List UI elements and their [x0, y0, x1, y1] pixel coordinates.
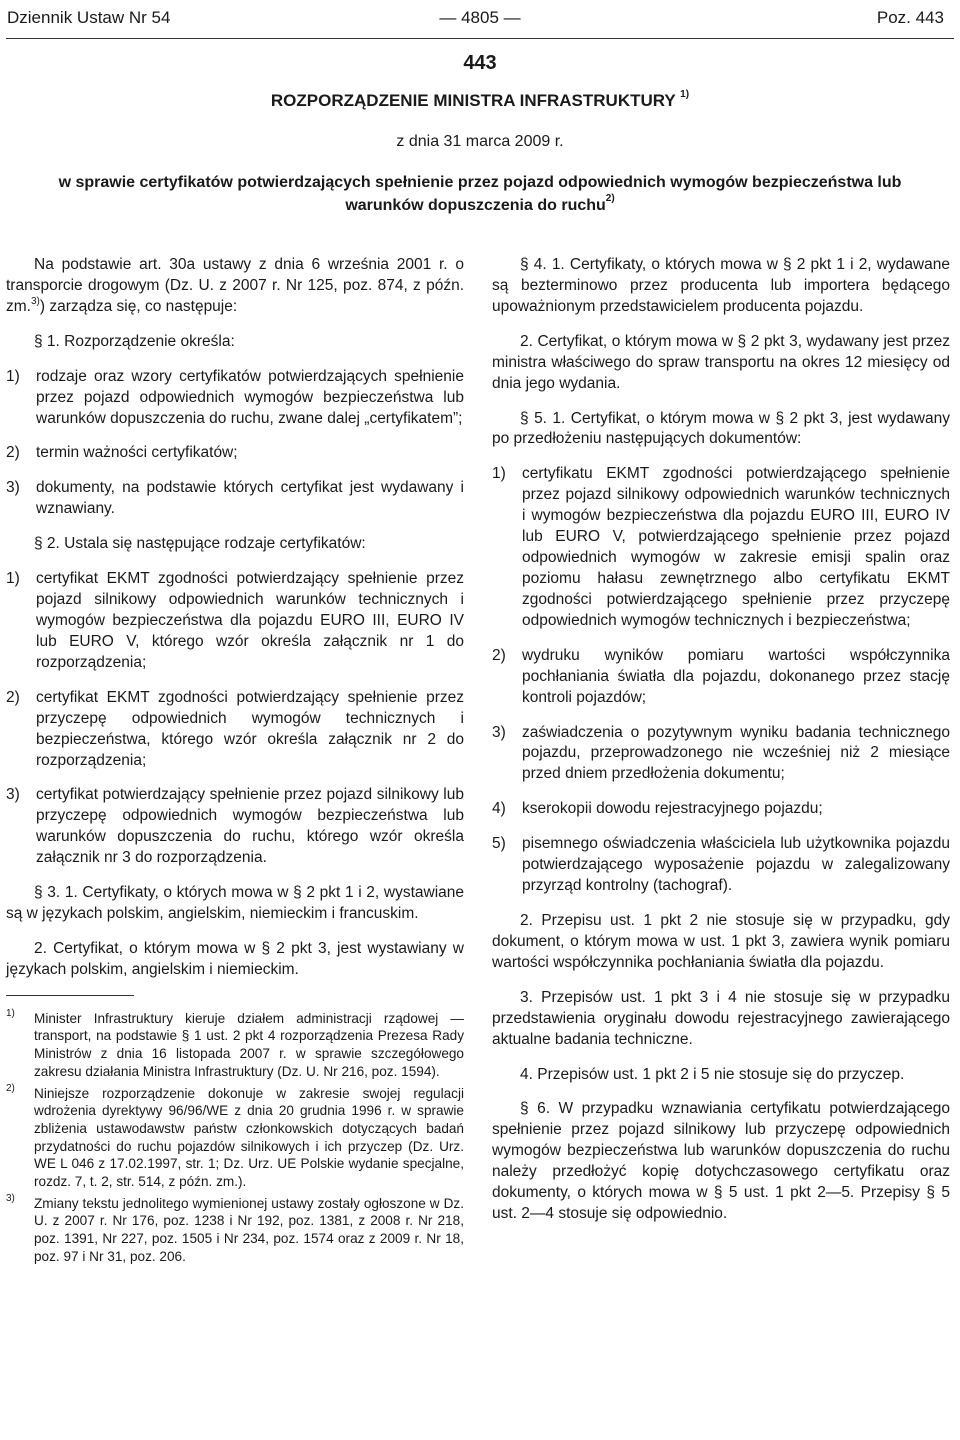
- regulation-title: ROZPORZĄDZENIE MINISTRA INFRASTRUKTURY $^{1)}$: [270, 89, 690, 110]
- section-4-par-1: § 4. 1. Certyfikaty, o których mowa w § 2 pkt 1 i 2, wydawane są bezterminowo przez producenta lub importera będącego upoważnionym przedstawicielem producenta pojazdu.: [492, 256, 950, 315]
- section-3-par-1: § 3. 1. Certyfikaty, o których mowa w § 2 pkt 1 i 2, wystawiane są w językach polskim, angielskim, niemieckim i francuskim.: [6, 884, 464, 923]
- section-5-par-1: § 5. 1. Certyfikat, o którym mowa w § 2 pkt 3, jest wydawany po przedłożeniu następujących dokumentów:: [492, 409, 950, 448]
- section-5-par-4: 4. Przepisów ust. 1 pkt 2 i 5 nie stosuje się do przyczep.: [520, 1065, 905, 1083]
- footnote-divider: [6, 995, 134, 996]
- list-item: 1) certyfikatu EKMT zgodności potwierdzającego spełnienie przez pojazd silnikowy odpowiednich warunków technicznych i wymogów bezpieczeństwa dla pojazdu EURO III, EURO IV lub EURO V, potwierdzającego spełnienie przez pojazd odpowiednich wymogów w zakresie emisji spalin oraz poziomu hałasu zewnętrznego albo certyfikatu EKMT zgodności potwierdzającego spełnienie przez przyczepę odpowiednich wymogów technicznych i bezpieczeństwa;: [492, 465, 950, 629]
- list-item: 1) certyfikat EKMT zgodności potwierdzający spełnienie przez pojazd silnikowy odpowiednich warunków technicznych i wymogów bezpieczeństwa dla pojazdu EURO III, EURO IV lub EURO V, którego wzór określa załącznik nr 1 do rozporządzenia;: [6, 570, 464, 671]
- section-3-par-2: 2. Certyfikat, o którym mowa w § 2 pkt 3, jest wystawiany w językach polskim, angielskim i niemieckim.: [6, 939, 464, 978]
- page-header: [0, 0, 960, 36]
- header-divider: [6, 38, 954, 39]
- section-5-par-2: 2. Przepisu ust. 1 pkt 2 nie stosuje się w przypadku, gdy dokument, o którym mowa w ust. 1 pkt 3, zawiera wynik pomiaru wartości współczynnika pochłaniania światła dla pojazdu.: [492, 911, 950, 971]
- list-item: 2) termin ważności certyfikatów;: [6, 444, 238, 462]
- footnote-ref: 3): [30, 295, 40, 307]
- document-title-block: [0, 52, 960, 217]
- journal-name: Dziennik Ustaw Nr 54: [7, 8, 171, 27]
- section-2-intro: § 2. Ustala się następujące rodzaje certyfikatów:: [34, 535, 366, 553]
- section-4-par-2: 2. Certyfikat, o którym mowa w § 2 pkt 3, wydawany jest przez ministra właściwego do spraw transportu na okres 12 miesięcy od dnia jego wydania.: [492, 332, 950, 392]
- list-item: 2) certyfikat EKMT zgodności potwierdzający spełnienie przez przyczepę odpowiednich wymogów technicznych i bezpieczeństwa, którego wzór określa załącznik nr 2 do rozporządzenia;: [6, 688, 464, 769]
- section-6: § 6. W przypadku wznawiania certyfikatu potwierdzającego spełnienie przez pojazd silnikowy lub przyczepę odpowiednich wymogów bezpieczeństwa lub warunków dopuszczenia do ruchu należy przedłożyć kopię dotychczasowego certyfikatu oraz dokumenty, o których mowa w § 5 ust. 1 pkt 2—5. Przepisy § 5 ust. 2—4 stosuje się odpowiednio.: [492, 1100, 950, 1223]
- regulation-subject: w sprawie certyfikatów potwierdzających spełnienie przez pojazd odpowiednich wymogów bezpieczeństwa lub warunków dopuszczenia do ruchu$^{2)}$: [58, 174, 902, 215]
- position-heading: 443: [463, 52, 497, 74]
- list-item: 3) zaświadczenia o pozytywnym wyniku badania technicznego pojazdu, przeprowadzonego nie wcześniej niż 2 miesiące przed dniem przedłożenia dokumentu;: [492, 723, 950, 783]
- footnote-ref: 1): [680, 89, 690, 100]
- position-number: Poz. 443: [876, 8, 944, 27]
- footnote-ref: 2): [605, 193, 615, 205]
- regulation-date: z dnia 31 marca 2009 r.: [396, 133, 564, 150]
- footnote: 3) Zmiany tekstu jednolitego wymienionej ustawy zostały ogłoszone w Dz. U. z 2007 r. Nr 176, poz. 1238 i Nr 192, poz. 1381, z 2008 r. Nr 218, poz. 1391, Nr 227, poz. 1505 i Nr 234, poz. 1574 oraz z 2009 r. Nr 18, poz. 97 i Nr 31, poz. 206.: [6, 1192, 464, 1264]
- list-item: 3) dokumenty, na podstawie których certyfikat jest wydawany i wznawiany.: [6, 479, 464, 518]
- list-item: 1) rodzaje oraz wzory certyfikatów potwierdzających spełnienie przez pojazd odpowiednich wymogów bezpieczeństwa lub warunków dopuszczenia do ruchu, zwane dalej „certyfikatem”;: [6, 367, 464, 427]
- right-column: [492, 255, 950, 1239]
- section-1-intro: § 1. Rozporządzenie określa:: [34, 332, 235, 350]
- page-number: — 4805 —: [439, 8, 521, 27]
- left-column: [6, 255, 464, 1269]
- footnote: 1) Minister Infrastruktury kieruje działem administracji rządowej — transport, na podstawie § 1 ust. 2 pkt 4 rozporządzenia Prezesa Rady Ministrów z dnia 16 listopada 2007 r. w sprawie szczegółowego zakresu działania Ministra Infrastruktury (Dz. U. Nr 216, poz. 1594).: [6, 1007, 464, 1079]
- list-item: 2) wydruku wyników pomiaru wartości współczynnika pochłaniania światła dla pojazdu, dokonanego przez stację kontroli pojazdów;: [492, 646, 950, 706]
- list-item: 5) pisemnego oświadczenia właściciela lub użytkownika pojazdu potwierdzającego wyposażenie pojazdu w zalegalizowany przyrząd kontrolny (tachograf).: [492, 835, 950, 895]
- preamble: Na podstawie art. 30a ustawy z dnia 6 września 2001 r. o transporcie drogowym (Dz. U. z 2007 r. Nr 125, poz. 874, z późn. zm.$^{3)}$) zarządza się, co następuje:: [6, 256, 464, 315]
- footnote: 2) Niniejsze rozporządzenie dokonuje w zakresie swojej regulacji wdrożenia dyrektywy 96/96/WE z dnia 20 grudnia 1996 r. w sprawie zbliżenia ustawodawstw państw członkowskich dotyczących badań przydatności do ruchu pojazdów silnikowych i ich przyczep (Dz. Urz. WE L 046 z 17.02.1997, str. 1; Dz. Urz. UE Polskie wydanie specjalne, rozdz. 7, t. 2, str. 514, z późn. zm.).: [6, 1082, 464, 1189]
- list-item: 3) certyfikat potwierdzający spełnienie przez pojazd silnikowy lub przyczepę odpowiednich wymogów bezpieczeństwa lub warunków dopuszczenia do ruchu, którego wzór określa załącznik nr 3 do rozporządzenia.: [6, 786, 464, 867]
- list-item: 4) kserokopii dowodu rejestracyjnego pojazdu;: [492, 800, 823, 818]
- section-5-par-3: 3. Przepisów ust. 1 pkt 3 i 4 nie stosuje się w przypadku przedstawienia oryginału dowodu rejestracyjnego zawierającego aktualne badania techniczne.: [492, 988, 950, 1048]
